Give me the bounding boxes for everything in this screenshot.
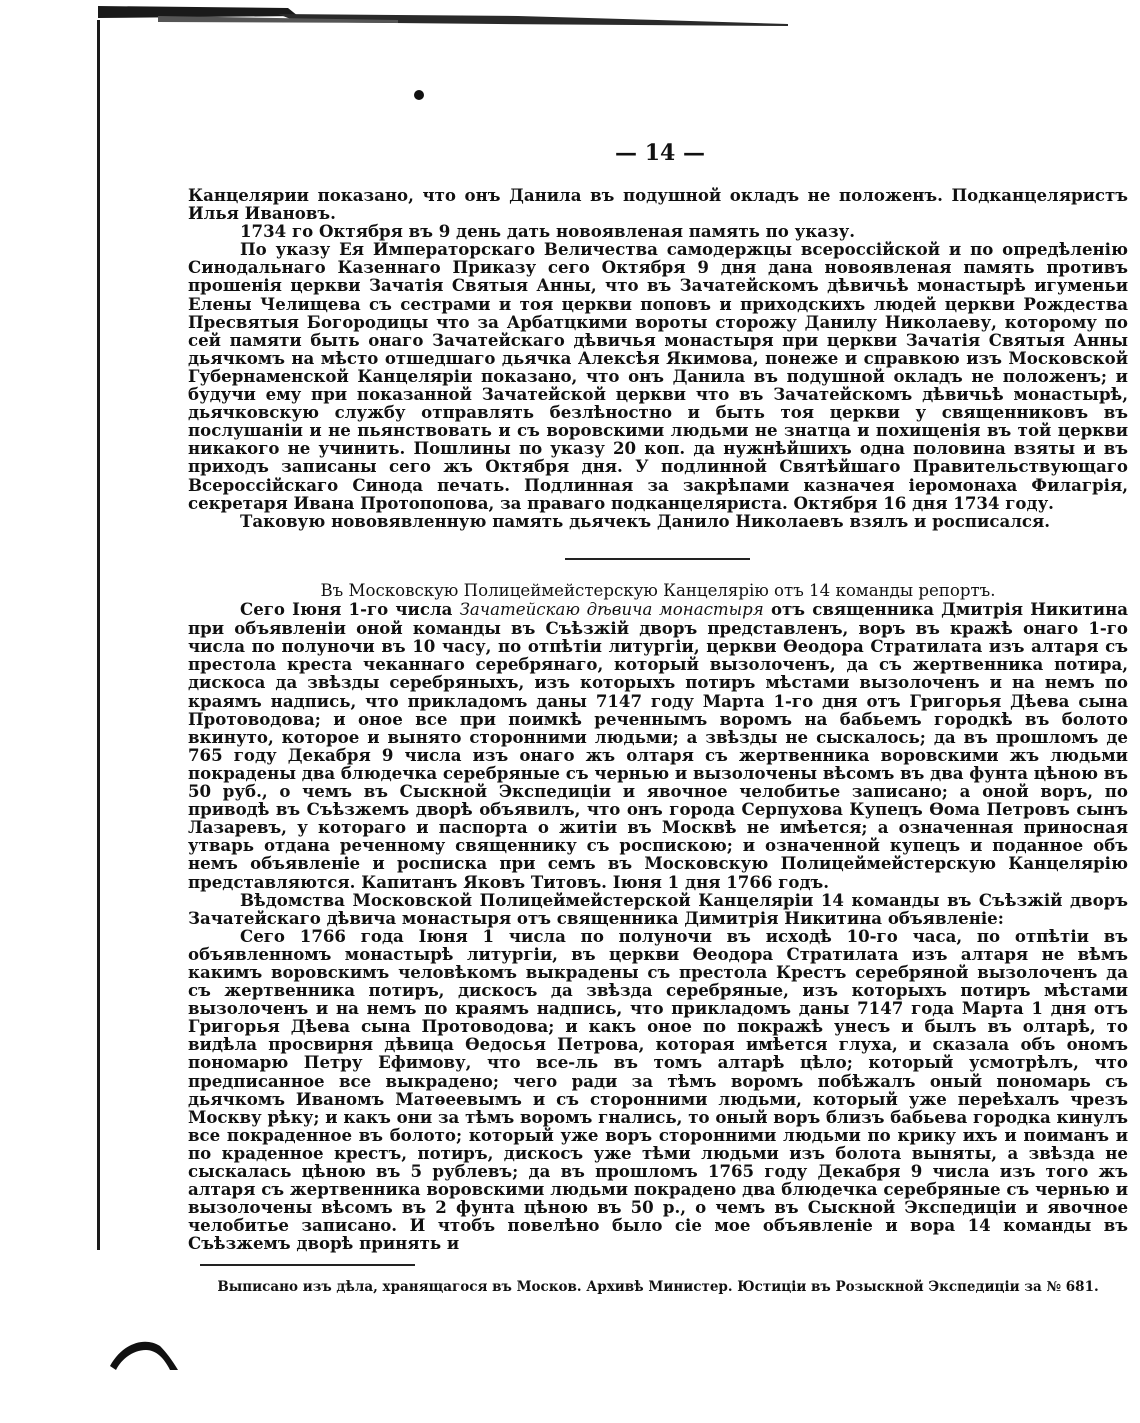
paragraph: 1734 го Октября въ 9 день дать новоявленая память по указу. [240, 221, 855, 242]
paragraph [188, 600, 1128, 891]
scan-margin-line [97, 20, 100, 1250]
section-heading: Въ Московскую Полицеймейстерскую Канцелярію отъ 14 команды репортъ. [320, 581, 996, 600]
scan-edge-mark [98, 4, 788, 26]
paragraph: Канцелярии показано, что онъ Данила въ подушной окладъ не положенъ. Подканцеляристъ Илья Ивановъ. [188, 185, 1128, 224]
scan-corner-mark [108, 1336, 180, 1372]
paragraph: Сего 1766 года Іюня 1 числа по полуночи въ исходѣ 10-го часа, по отпѣтіи въ объявленномъ монастырѣ литургіи, въ церкви Ѳеодора Стратилата изъ алтаря не вѣмъ какимъ воровскимъ человѣкомъ выкрадены съ престола Крестъ серебряной вызолоченъ да съ жертвенника потиръ, дискосъ да звѣзда серебряные, изъ которыхъ потиръ мѣстами вызолоченъ и на немъ по краямъ надпись, что прикладомъ даны 7147 года Марта 1 дня отъ Григорья Дѣева сына Протоводова; и какъ оное по покражѣ унесъ и былъ въ олтарѣ, то видѣла просвирня дѣвица Ѳедосья Петрова, которая имѣется глуха, и сказала объ ономъ пономарю Петру Ефимову, что все-ль въ томъ алтарѣ цѣло; который усмотрѣлъ, что предписанное все выкрадено; чего ради за тѣмъ воромъ побѣжалъ оный пономарь съ дьячкомъ Иваномъ Матѳеевымъ и съ сторонними людьми, который уже переѣхалъ чрезъ Москву рѣку; и какъ они за тѣмъ воромъ гнались, то оный воръ близъ бабьева городка кинулъ все покраденное въ болото; который уже воръ сторонними людьми по крику ихъ и поиманъ и по краденное крестъ, потиръ, дискосъ уже тѣми людьми изъ болота выняты, а звѣзда не сыскалась цѣною въ 5 рублевъ; да въ прошломъ 1765 году Декабря 9 числа изъ того жъ алтаря съ жертвенника воровскими людьми покрадено два блюдечка серебряные съ чернью и вызолочены вѣсомъ въ 2 фунта цѣною въ 50 р., о чемъ въ Сыскной Экспедиціи и явочное челобитье записано. И чтобъ повелѣно было сіе мое объявленіе и вора 14 команды въ Съѣзжемъ дворѣ принять и [188, 925, 1128, 1254]
section-1 [188, 186, 1128, 530]
text-run: отъ священника Дмитрія Никитина при объявленіи оной команды въ Съѣзжій дворъ представленъ, воръ въ кражѣ онаго 1-го числа по полуночи въ 10 часу, по отпѣтіи литургіи, церкви Ѳеодора Стратилата изъ алтаря съ престола креста чеканнаго серебрянаго, который вызолоченъ, да съ жертвенника потира, дискоса да звѣзды серебряныхъ, изъ которыхъ потиръ мѣстами вызолоченъ и на немъ по краямъ надпись, что прикладомъ даны 7147 году Марта 1-го дня отъ Григорья Дѣева сына Протоводова; и оное все при поимкѣ реченнымъ воромъ на бабьемъ городкѣ въ болото вкинуто, которое и вынято сторонними людьми; а звѣзды не сыскалось; да въ прошломъ де 765 году Декабря 9 числа изъ онаго жъ олтаря съ жертвенника воровскими жъ людьми покрадены два блюдечка серебряные съ чернью и вызолочены вѣсомъ въ два фунта цѣною въ 50 руб., о чемъ въ Сыскной Экспедиціи и явочное челобитье записано; а оной воръ, по приводѣ въ Съѣзжемъ дворѣ объявилъ, что онъ города Серпухова Купецъ Ѳома Петровъ сынъ Лазаревъ, у котораго и паспорта о житіи въ Москвѣ не имѣется; а означенная приносная утварь отдана реченному священнику съ роспискою; и означенной купецъ и поданное объ немъ объявленіе и росписка при семъ въ Московскую Полицеймейстерскую Канцелярію представляются. Капитанъ Яковъ Титовъ. Іюня 1 дня 1766 годъ. [188, 599, 1129, 892]
footnote-rule [200, 1264, 415, 1266]
page-number: — 14 — [615, 140, 705, 166]
footnote: Выписано изъ дѣла, хранящагося въ Москов. Архивѣ Министер. Юстиціи въ Розыскной Экспедиціи за № 681. [217, 1279, 1099, 1295]
paragraph: По указу Ея Императорскаго Величества самодержцы всероссійской и по опредѣленію Синодальнаго Казеннаго Приказу сего Октября 9 дня дана новоявленая память противъ прошенія церкви Зачатія Святыя Анны, что въ Зачатейскомъ дѣвичьѣ монастырѣ игуменьи Елены Челищева съ сестрами и тоя церкви поповъ и приходскихъ людей церкви Рождества Пресвятыя Богородицы что за Арбатцкими вороты сторожу Данилу Николаеву, которому по сей памяти быть онаго Зачатейскаго дѣвичья монастыря при церкви Зачатія Святыя Анны дьячкомъ на мѣсто отшедшаго дьячка Алексѣя Якимова, понеже и справкою изъ Московской Губернаменской Канцеляріи показано, что онъ Данила въ подушной окладъ не положенъ; и будучи ему при показанной Зачатейской церкви что въ Зачатейскомъ дѣвичьѣ монастырѣ, дьячковскую службу отправлять безлѣностно и быть тоя церкви у священниковъ въ послушаніи и не пьянствовать и съ воровскими людьми не знатца и похищенія въ той церкви никакого не учинить. Пошлины по указу 20 коп. да нужнѣйшихъ одна половина взяты и въ приходъ записаны сего жъ Октября дня. У подлинной Святѣйшаго Правительствующаго Всероссійскаго Синода печать. Подлинная за закрѣпами казначея іеромонаха Филагрія, секретаря Ивана Протопопова, за праваго подканцеляриста. Октября 16 дня 1734 году. [188, 239, 1128, 513]
ink-dot [414, 90, 424, 100]
paragraph: Вѣдомства Московской Полицеймейстерской Канцеляріи 14 команды въ Съѣзжій дворъ Зачатейскаго дѣвича монастыря отъ священника Димитрія Никитина объявленіе: [188, 889, 1128, 928]
section-divider [565, 558, 750, 560]
italic-run: Зачатейскаю дѣвича монастыря [459, 600, 764, 620]
text-run: Сего Іюня 1-го числа [240, 599, 460, 620]
paragraph: Таковую нововявленную память дьячекъ Данило Николаевъ взялъ и росписался. [240, 510, 1051, 531]
section-2 [188, 582, 1128, 1252]
